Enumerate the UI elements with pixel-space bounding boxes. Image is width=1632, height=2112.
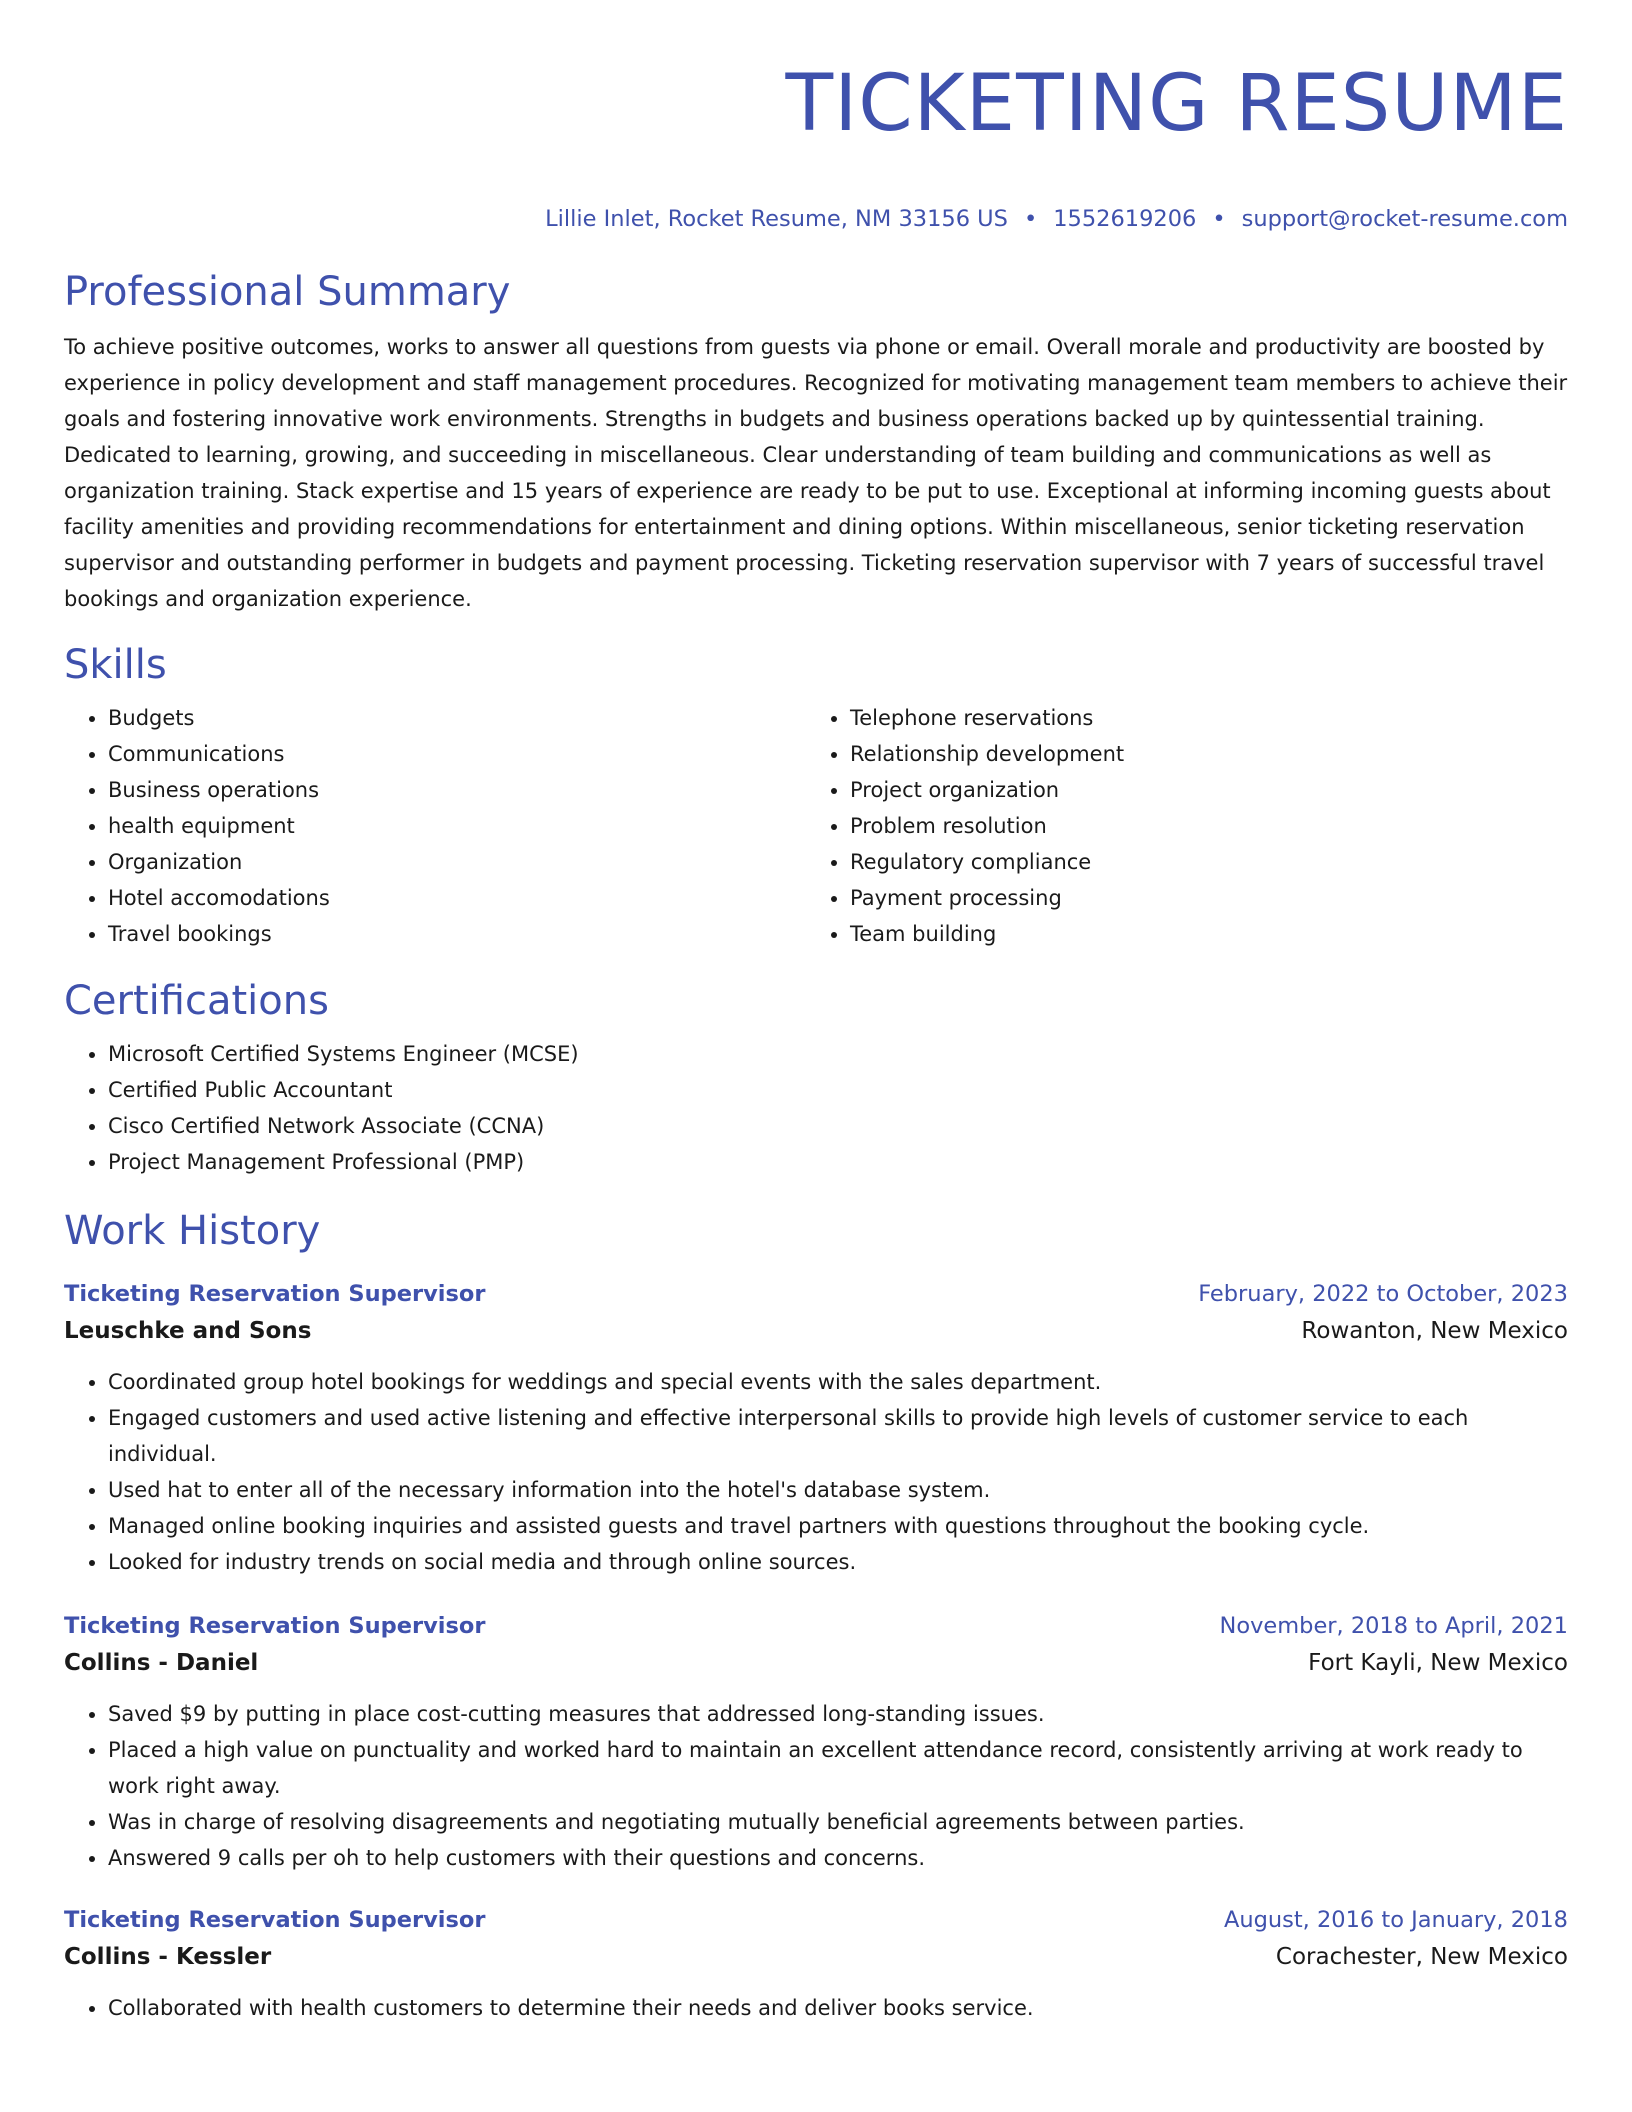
job-subheader [64,1938,1568,1976]
job-company: Collins - Kessler [64,1944,272,1970]
job-subheader [64,1312,1568,1350]
skills-heading: Skills [64,642,167,688]
skill-item: • Team building [850,916,1566,952]
job-bullets [64,1364,1568,1580]
job-company: Collins - Daniel [64,1650,259,1676]
skill-item: • Hotel accomodations [108,880,806,916]
job-bullet: • Looked for industry trends on social media and through online sources. [108,1544,1568,1580]
skills-column-left [64,700,806,952]
skill-item: • Project organization [850,772,1566,808]
job-company: Leuschke and Sons [64,1318,312,1344]
job-bullet: • Answered 9 calls per oh to help customers with their questions and concerns. [108,1840,1568,1876]
job-title: Ticketing Reservation Supervisor [64,1281,486,1307]
job-entry [64,1276,1568,1580]
job-bullet: • Was in charge of resolving disagreements and negotiating mutually beneficial agreements between parties. [108,1804,1568,1840]
contact-separator: • [1212,206,1226,232]
job-dates: February, 2022 to October, 2023 [1198,1281,1568,1307]
job-entry [64,1902,1568,2026]
skills-list [64,700,1568,952]
skill-item: • Relationship development [850,736,1566,772]
job-location: Rowanton, New Mexico [1301,1318,1568,1344]
skill-item: • Organization [108,844,806,880]
resume-name: TICKETING RESUME [785,59,1568,149]
job-subheader [64,1644,1568,1682]
job-dates: August, 2016 to January, 2018 [1223,1907,1568,1933]
skill-item: • Communications [108,736,806,772]
job-header [64,1276,1568,1312]
job-location: Corachester, New Mexico [1275,1944,1568,1970]
certification-item: • Cisco Certified Network Associate (CCNA) [108,1108,1568,1144]
job-dates: November, 2018 to April, 2021 [1219,1613,1568,1639]
job-bullet: • Managed online booking inquiries and assisted guests and travel partners with questions throughout the booking cycle. [108,1508,1568,1544]
contact-line [64,204,1568,234]
contact-address: Lillie Inlet, Rocket Resume, NM 33156 US [545,206,1008,232]
job-bullets [64,1990,1568,2026]
skills-column-right [806,700,1566,952]
skill-item: • Travel bookings [108,916,806,952]
skill-item: • Budgets [108,700,806,736]
job-location: Fort Kayli, New Mexico [1308,1650,1568,1676]
contact-separator: • [1023,206,1038,232]
summary-text: To achieve positive outcomes, works to answer all questions from guests via phone or email. Overall morale and productivity are boosted by experience in policy development and staff management procedures. Recognized for motivating management team members to achieve their goals and fostering innovative work environments. Strengths in budgets and business operations backed up by quintessential training. Dedicated to learning, growing, and succeeding in miscellaneous. Clear understanding of team building and communications as well as organization training. Stack expertise and 15 years of experience are ready to be put to use. Exceptional at informing incoming guests about facility amenities and providing recommendations for entertainment and dining options. Within miscellaneous, senior ticketing reservation supervisor and outstanding performer in budgets and payment processing. Ticketing reservation supervisor with 7 years of successful travel bookings and organization experience. [64,335,1568,611]
work-history-list [64,1276,1568,2026]
job-bullet: • Placed a high value on punctuality and worked hard to maintain an excellent attendance record, consistently arriving at work ready to work right away. [108,1732,1568,1804]
job-bullets [64,1696,1568,1876]
job-header [64,1902,1568,1938]
job-title: Ticketing Reservation Supervisor [64,1613,486,1639]
contact-phone[interactable]: 1552619206 [1053,206,1197,232]
certification-item: • Certified Public Accountant [108,1072,1568,1108]
job-bullet: • Used hat to enter all of the necessary information into the hotel's database system. [108,1472,1568,1508]
job-bullet: • Engaged customers and used active listening and effective interpersonal skills to provide high levels of customer service to each individual. [108,1400,1568,1472]
skill-item: • Business operations [108,772,806,808]
skill-item: • health equipment [108,808,806,844]
job-header [64,1608,1568,1644]
certifications-list [64,1036,1568,1180]
job-bullet: • Saved $9 by putting in place cost-cutting measures that addressed long-standing issues. [108,1696,1568,1732]
work-history-heading: Work History [64,1208,321,1254]
job-entry [64,1608,1568,1876]
skill-item: • Payment processing [850,880,1566,916]
summary-heading: Professional Summary [64,269,511,315]
job-bullet: • Collaborated with health customers to determine their needs and deliver books service. [108,1990,1568,2026]
certifications-heading: Certifications [64,978,329,1024]
skill-item: • Problem resolution [850,808,1566,844]
skill-item: • Regulatory compliance [850,844,1566,880]
job-title: Ticketing Reservation Supervisor [64,1907,486,1933]
skill-item: • Telephone reservations [850,700,1566,736]
contact-email[interactable]: support@rocket-resume.com [1241,206,1568,232]
certification-item: • Microsoft Certified Systems Engineer (MCSE) [108,1036,1568,1072]
certification-item: • Project Management Professional (PMP) [108,1144,1568,1180]
job-bullet: • Coordinated group hotel bookings for weddings and special events with the sales department. [108,1364,1568,1400]
